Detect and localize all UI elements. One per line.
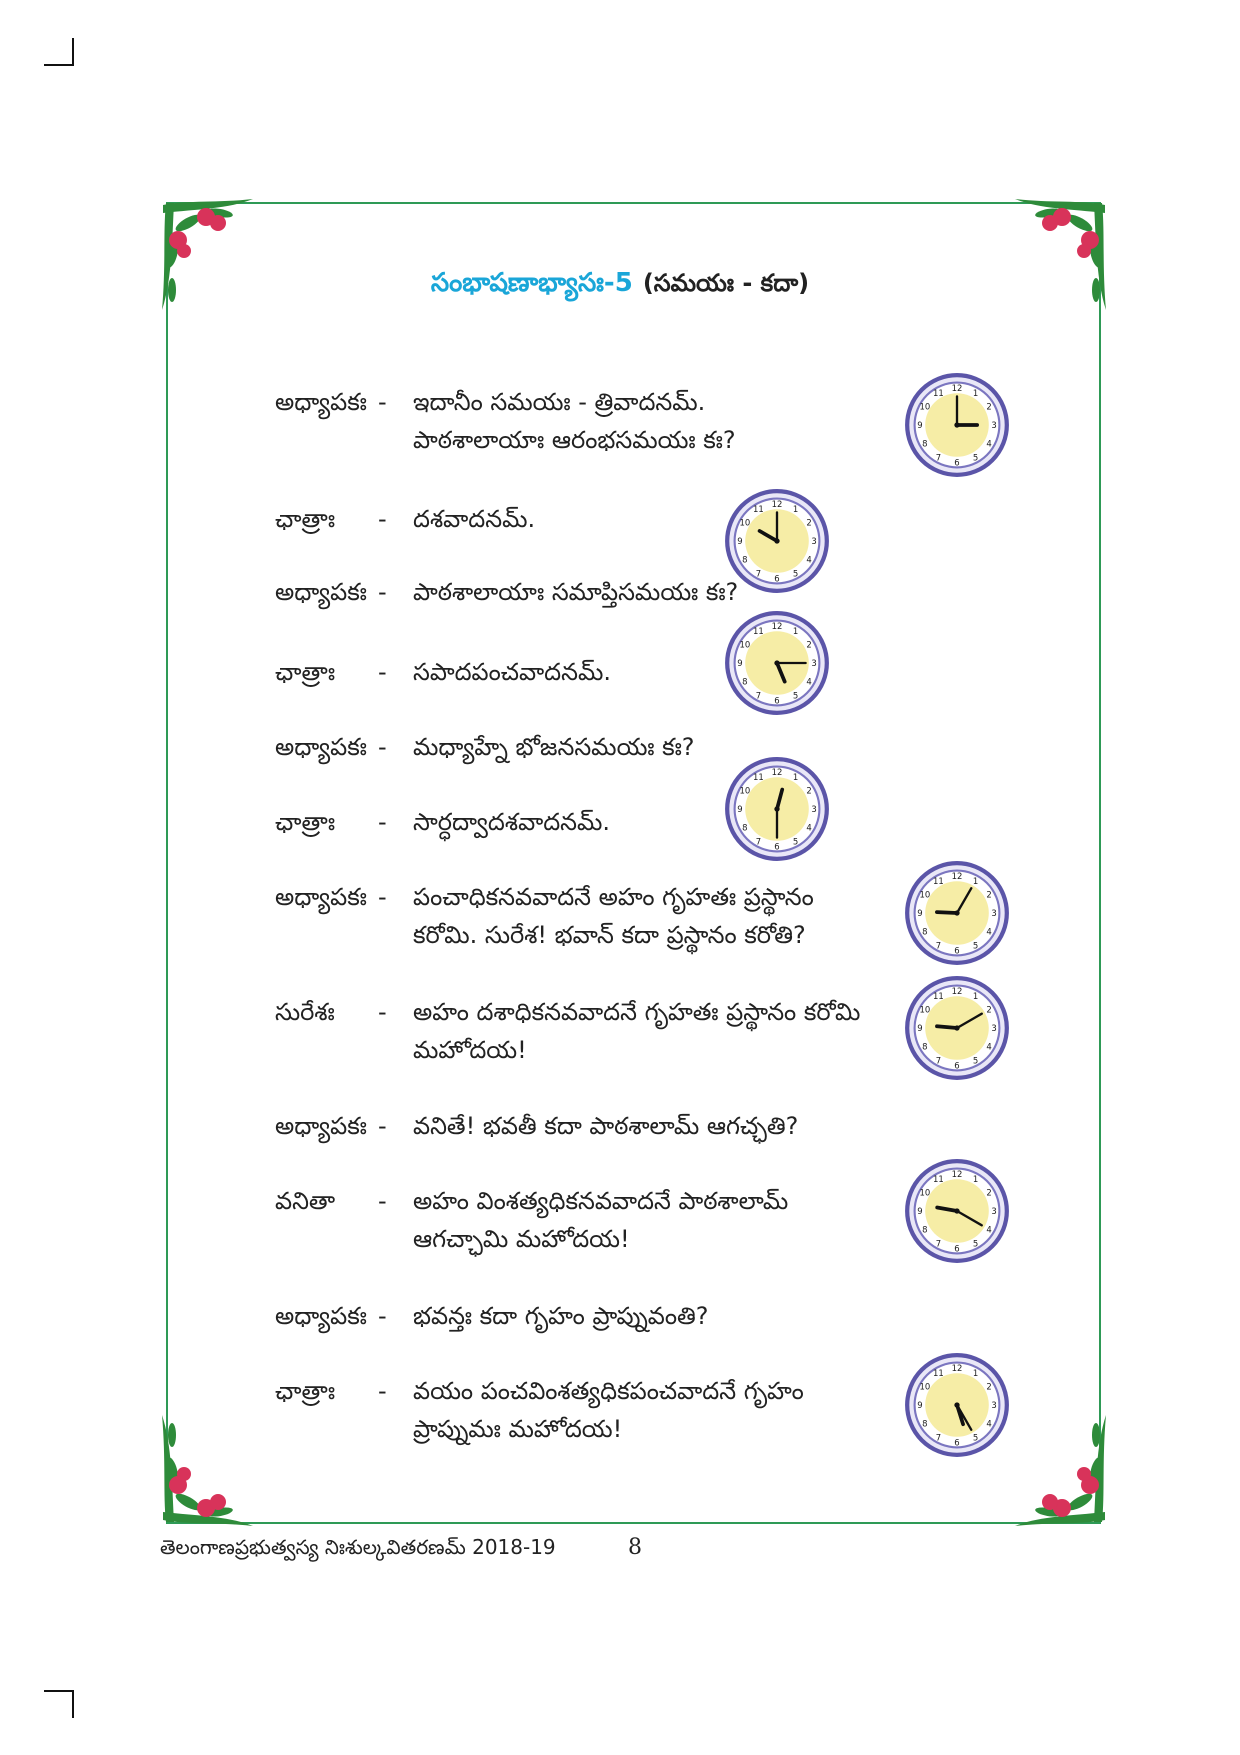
clock-numeral: 2 — [806, 517, 812, 528]
clock-numeral: 9 — [917, 1400, 923, 1411]
clock-numeral: 4 — [806, 822, 812, 833]
clock-numeral: 8 — [922, 1224, 928, 1235]
clock-numeral: 12 — [951, 383, 963, 394]
dash: - — [378, 1377, 387, 1405]
clock-center — [954, 1208, 959, 1213]
clock-center — [774, 806, 779, 811]
clock-numeral: 12 — [951, 1363, 963, 1374]
crop-mark-bottom-vertical — [72, 1690, 74, 1718]
dialogue-line: ప్రాప్నుమః మహోదయ! — [413, 1415, 623, 1443]
floral-corner-top-left — [158, 195, 288, 325]
speaker-label: అధ్యాపకః — [275, 1302, 367, 1330]
speaker-label: వనితా — [275, 1187, 336, 1215]
clock-numeral: 5 — [972, 940, 979, 951]
clock-numeral: 4 — [986, 926, 992, 937]
clock-numeral: 9 — [917, 1023, 923, 1034]
clock-icon — [904, 860, 1010, 966]
clock-numeral: 12 — [951, 986, 963, 997]
dialogue-line: వనితే! భవతీ కదా పాఠశాలామ్ ఆగచ్ఛతి? — [413, 1112, 799, 1140]
clock-numeral: 12 — [771, 767, 783, 778]
dash: - — [378, 1302, 387, 1330]
clock-numeral: 3 — [991, 1400, 997, 1411]
dialogue-line: భవన్తః కదా గృహం ప్రాప్నువంతి? — [413, 1302, 709, 1330]
title-main: సంభాషణాభ్యాసః-5 — [430, 268, 633, 298]
clock-numeral: 3 — [811, 658, 817, 669]
clock-numeral: 11 — [753, 772, 764, 783]
dialogue-line: సపాదపంచవాదనమ్. — [413, 658, 611, 686]
clock-numeral: 1 — [792, 626, 799, 637]
dialogue-line: అహం వింశత్యధికనవవాదనే పాఠశాలామ్ — [413, 1187, 789, 1215]
clock-icon — [904, 1158, 1010, 1264]
dash: - — [378, 1112, 387, 1140]
clock-numeral: 7 — [755, 836, 762, 847]
clock-numeral: 6 — [954, 1060, 960, 1071]
clock-numeral: 6 — [774, 573, 780, 584]
clock-numeral: 8 — [742, 822, 748, 833]
dialogue-line: పాఠశాలాయాః సమాప్తిసమయః కః? — [413, 578, 739, 606]
clock-numeral: 11 — [753, 626, 764, 637]
clock-numeral: 7 — [755, 690, 762, 701]
crop-mark-top-vertical — [72, 38, 74, 66]
clock-numeral: 5 — [792, 690, 799, 701]
speaker-label: అధ్యాపకః — [275, 733, 367, 761]
dialogue-line: ఇదానీం సమయః - త్రివాదనమ్. — [413, 388, 706, 416]
clock-numeral: 10 — [919, 1004, 931, 1015]
clock-numeral: 9 — [917, 1206, 923, 1217]
clock-numeral: 2 — [986, 1004, 992, 1015]
clock-numeral: 1 — [792, 504, 799, 515]
floral-corner-bottom-left — [158, 1400, 288, 1530]
clock-numeral: 3 — [991, 1206, 997, 1217]
dialogue-text — [413, 1297, 873, 1335]
dash: - — [378, 883, 387, 911]
dialogue-line: వయం పంచవింశత్యధికపంచవాదనే గృహం — [413, 1377, 804, 1405]
clock-numeral: 5 — [792, 568, 799, 579]
clock-numeral: 7 — [755, 568, 762, 579]
clock-numeral: 3 — [991, 420, 997, 431]
clock-numeral: 1 — [972, 1368, 979, 1379]
clock-numeral: 10 — [739, 785, 751, 796]
clock-numeral: 5 — [972, 1238, 979, 1249]
clock-center — [774, 538, 779, 543]
clock-numeral: 4 — [986, 1224, 992, 1235]
dash: - — [378, 658, 387, 686]
clock-numeral: 6 — [774, 841, 780, 852]
clock-numeral: 12 — [951, 1169, 963, 1180]
dash: - — [378, 733, 387, 761]
clock-numeral: 9 — [737, 804, 743, 815]
dialogue-line: ఆగచ్ఛామి మహోదయ! — [413, 1225, 630, 1253]
clock-numeral: 9 — [917, 908, 923, 919]
clock-numeral: 7 — [935, 1432, 942, 1443]
clock-numeral: 7 — [935, 1055, 942, 1066]
speaker-label: అధ్యాపకః — [275, 1112, 367, 1140]
crop-mark-bottom-horizontal — [44, 1690, 74, 1692]
clock-numeral: 3 — [991, 1023, 997, 1034]
clock-numeral: 11 — [933, 991, 944, 1002]
speaker-label: అధ్యాపకః — [275, 883, 367, 911]
clock-numeral: 2 — [806, 639, 812, 650]
clock-center — [954, 422, 959, 427]
clock-numeral: 11 — [933, 876, 944, 887]
clock-numeral: 4 — [806, 676, 812, 687]
title-subtitle: (సమయః - కదా) — [642, 269, 810, 297]
dash: - — [378, 998, 387, 1026]
dialogue-text — [413, 1372, 873, 1448]
dialogue-text — [413, 1107, 873, 1145]
dash: - — [378, 388, 387, 416]
dialogue-line: సార్ధద్వాదశవాదనమ్. — [413, 808, 611, 836]
clock-numeral: 10 — [919, 401, 931, 412]
clock-numeral: 4 — [986, 438, 992, 449]
clock-numeral: 9 — [917, 420, 923, 431]
dialogue-text — [413, 993, 873, 1069]
clock-numeral: 11 — [933, 388, 944, 399]
clock-numeral: 8 — [922, 1418, 928, 1429]
clock-numeral: 1 — [972, 388, 979, 399]
dialogue-line: దశవాదనమ్. — [413, 505, 536, 533]
clock-numeral: 11 — [933, 1174, 944, 1185]
speaker-label: ఛాత్రాః — [275, 658, 336, 686]
speaker-label: ఛాత్రాః — [275, 808, 336, 836]
dialogue-text — [413, 1182, 873, 1258]
clock-icon — [724, 610, 830, 716]
dialogue-line: అహం దశాధికనవవాదనే గృహతః ప్రస్థానం కరోమి — [413, 998, 861, 1026]
clock-numeral: 3 — [811, 536, 817, 547]
clock-center — [774, 660, 779, 665]
clock-numeral: 4 — [986, 1041, 992, 1052]
dash: - — [378, 1187, 387, 1215]
dash: - — [378, 505, 387, 533]
dash: - — [378, 578, 387, 606]
clock-numeral: 9 — [737, 658, 743, 669]
clock-numeral: 11 — [753, 504, 764, 515]
clock-numeral: 2 — [986, 401, 992, 412]
clock-numeral: 10 — [919, 1187, 931, 1198]
clock-numeral: 12 — [951, 871, 963, 882]
clock-numeral: 6 — [954, 457, 960, 468]
clock-numeral: 1 — [972, 1174, 979, 1185]
clock-numeral: 1 — [972, 991, 979, 1002]
clock-numeral: 2 — [986, 1381, 992, 1392]
clock-numeral: 2 — [986, 1187, 992, 1198]
clock-numeral: 4 — [986, 1418, 992, 1429]
clock-numeral: 6 — [954, 1437, 960, 1448]
clock-numeral: 6 — [954, 1243, 960, 1254]
clock-center — [954, 910, 959, 915]
page-title — [0, 268, 1240, 304]
clock-icon — [904, 372, 1010, 478]
clock-numeral: 10 — [919, 1381, 931, 1392]
clock-numeral: 1 — [972, 876, 979, 887]
clock-numeral: 10 — [739, 517, 751, 528]
clock-numeral: 5 — [972, 1432, 979, 1443]
clock-icon — [904, 975, 1010, 1081]
clock-numeral: 8 — [742, 676, 748, 687]
speaker-label: సురేశః — [275, 998, 335, 1026]
clock-icon — [724, 488, 830, 594]
clock-numeral: 4 — [806, 554, 812, 565]
floral-corner-top-right — [980, 195, 1110, 325]
clock-center — [954, 1025, 959, 1030]
speaker-label: అధ్యాపకః — [275, 578, 367, 606]
clock-numeral: 8 — [922, 438, 928, 449]
clock-numeral: 7 — [935, 1238, 942, 1249]
clock-icon — [724, 756, 830, 862]
speaker-label: ఛాత్రాః — [275, 1377, 336, 1405]
dialogue-text — [413, 383, 873, 459]
dialogue-line: పాఠశాలాయాః ఆరంభసమయః కః? — [413, 426, 736, 454]
clock-numeral: 9 — [737, 536, 743, 547]
clock-numeral: 2 — [806, 785, 812, 796]
clock-numeral: 7 — [935, 452, 942, 463]
dialogue-line: కరోమి. సురేశ! భవాన్ కదా ప్రస్థానం కరోతి? — [413, 921, 806, 949]
speaker-label: ఛాత్రాః — [275, 505, 336, 533]
clock-icon — [904, 1352, 1010, 1458]
clock-numeral: 11 — [933, 1368, 944, 1379]
clock-numeral: 3 — [811, 804, 817, 815]
clock-hour-hand — [937, 912, 957, 913]
dialogue-line: మధ్యాహ్నే భోజనసమయః కః? — [413, 733, 695, 761]
clock-numeral: 5 — [792, 836, 799, 847]
clock-numeral: 12 — [771, 499, 783, 510]
clock-numeral: 8 — [742, 554, 748, 565]
dash: - — [378, 808, 387, 836]
dialogue-line: మహోదయ! — [413, 1036, 527, 1064]
dialogue-line: పంచాధికనవవాదనే అహం గృహతః ప్రస్థానం — [413, 883, 814, 911]
clock-hour-hand — [937, 1026, 957, 1028]
clock-numeral: 10 — [739, 639, 751, 650]
clock-numeral: 10 — [919, 889, 931, 900]
footer-text: తెలంగాణప్రభుత్వస్య నిఃశుల్కవితరణమ్ 2018-19 — [160, 1535, 556, 1559]
clock-numeral: 7 — [935, 940, 942, 951]
clock-center — [954, 1402, 959, 1407]
clock-numeral: 8 — [922, 1041, 928, 1052]
clock-numeral: 6 — [774, 695, 780, 706]
clock-numeral: 5 — [972, 1055, 979, 1066]
clock-numeral: 1 — [792, 772, 799, 783]
speaker-label: అధ్యాపకః — [275, 388, 367, 416]
clock-numeral: 8 — [922, 926, 928, 937]
clock-numeral: 2 — [986, 889, 992, 900]
clock-numeral: 6 — [954, 945, 960, 956]
crop-mark-top-horizontal — [44, 64, 74, 66]
page-number: 8 — [628, 1535, 642, 1560]
clock-numeral: 12 — [771, 621, 783, 632]
dialogue-text — [413, 878, 873, 954]
clock-numeral: 3 — [991, 908, 997, 919]
clock-numeral: 5 — [972, 452, 979, 463]
